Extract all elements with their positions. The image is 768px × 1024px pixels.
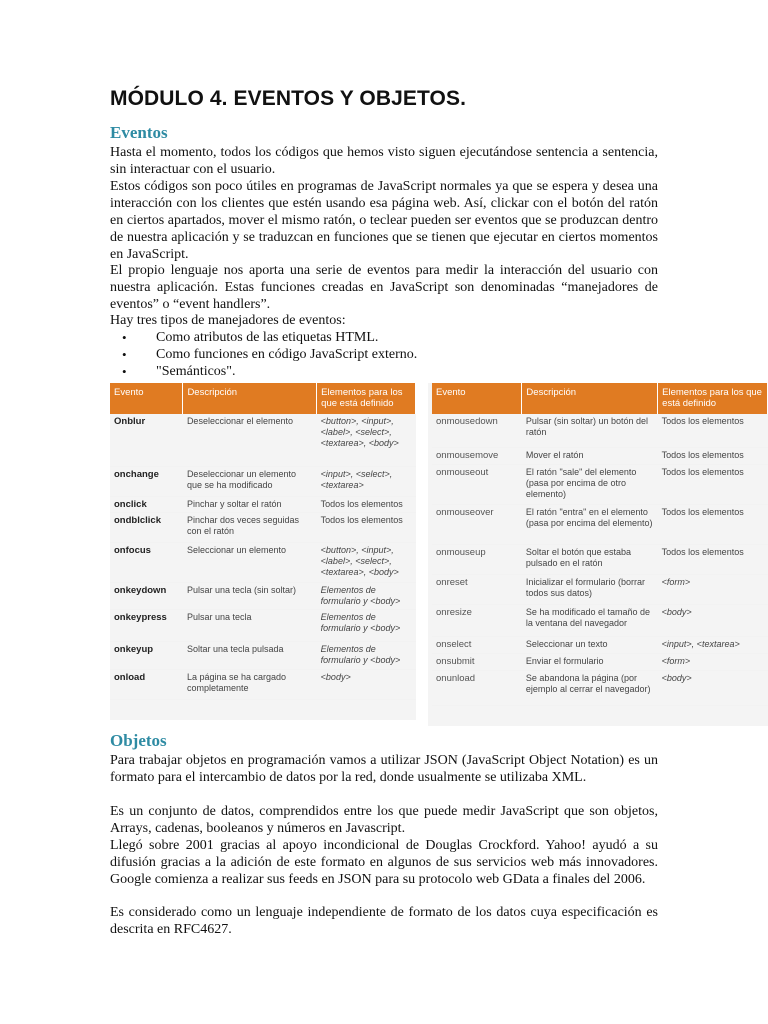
event-name-cell: ondblclick	[110, 512, 183, 542]
event-name-cell: onmouseout	[432, 464, 522, 504]
elements-cell: <input>, <select>, <textarea>	[317, 466, 416, 496]
table-row	[110, 414, 416, 466]
objetos-paragraph-1: Para trabajar objetos en programación vamos a utilizar JSON (JavaScript Object Notation) es un formato para el intercambio de datos por la red, donde usualmente se utilizaba XML.	[110, 753, 658, 785]
table-row	[110, 609, 416, 641]
description-cell: Seleccionar un elemento	[183, 542, 317, 582]
objetos-paragraph-3: Llegó sobre 2001 gracias al apoyo incondicional de Douglas Crockford. Yahoo! ayudó a su difusión gracias a la adición de este formato en algunos de sus servicios web más innovadores. Google comienza a realizar sus feeds en JSON para su protocolo web GData a finales del 2006.	[110, 838, 658, 887]
elements-cell: <body>	[658, 604, 768, 636]
description-cell: Pinchar y soltar el ratón	[183, 496, 317, 512]
description-cell: Seleccionar un texto	[522, 636, 658, 653]
table-row	[432, 653, 768, 670]
column-header: Elementos para los que está definido	[317, 383, 416, 414]
elements-cell: Todos los elementos	[317, 512, 416, 542]
list-item: • Como atributos de las etiquetas HTML.	[120, 329, 417, 346]
description-cell: Inicializar el formulario (borrar todos sus datos)	[522, 574, 658, 604]
table-row	[432, 544, 768, 574]
event-name-cell: onmousemove	[432, 447, 522, 464]
events-table-right	[432, 383, 768, 706]
elements-cell: <button>, <input>, <label>, <select>, <textarea>, <body>	[317, 414, 416, 466]
event-name-cell: onchange	[110, 466, 183, 496]
events-table-left	[110, 383, 416, 700]
column-header: Descripción	[183, 383, 317, 414]
table-row	[432, 447, 768, 464]
description-cell: El ratón "sale" del elemento (pasa por encima de otro elemento)	[522, 464, 658, 504]
event-name-cell: onsubmit	[432, 653, 522, 670]
event-name-cell: onresize	[432, 604, 522, 636]
list-item: • Como funciones en código JavaScript externo.	[120, 346, 417, 363]
description-cell: Se ha modificado el tamaño de la ventana del navegador	[522, 604, 658, 636]
event-name-cell: onselect	[432, 636, 522, 653]
page-title: MÓDULO 4. EVENTOS Y OBJETOS.	[110, 87, 467, 110]
event-name-cell: onmouseover	[432, 504, 522, 544]
elements-cell: Todos los elementos	[658, 504, 768, 544]
elements-cell: <form>	[658, 574, 768, 604]
elements-cell: Elementos de formulario y <body>	[317, 641, 416, 669]
description-cell: Pulsar (sin soltar) un botón del ratón	[522, 414, 658, 447]
table-row	[432, 604, 768, 636]
description-cell: Pinchar dos veces seguidas con el ratón	[183, 512, 317, 542]
elements-cell: <body>	[317, 669, 416, 699]
event-name-cell: onreset	[432, 574, 522, 604]
table-row	[432, 414, 768, 447]
description-cell: Se abandona la página (por ejemplo al cerrar el navegador)	[522, 670, 658, 705]
elements-cell: <button>, <input>, <label>, <select>, <textarea>, <body>	[317, 542, 416, 582]
elements-cell: Todos los elementos	[658, 414, 768, 447]
objetos-paragraph-4: Es considerado como un lenguaje independiente de formato de los datos cuya especificación es descrita en RFC4627.	[110, 905, 658, 937]
column-header: Evento	[110, 383, 183, 414]
event-name-cell: onkeyup	[110, 641, 183, 669]
elements-cell: <body>	[658, 670, 768, 705]
column-header: Evento	[432, 383, 522, 414]
description-cell: Pulsar una tecla (sin soltar)	[183, 582, 317, 609]
description-cell: Pulsar una tecla	[183, 609, 317, 641]
table-row	[432, 464, 768, 504]
event-name-cell: onkeypress	[110, 609, 183, 641]
event-name-cell: onmousedown	[432, 414, 522, 447]
column-header: Descripción	[522, 383, 658, 414]
table-row	[110, 512, 416, 542]
elements-cell: <input>, <textarea>	[658, 636, 768, 653]
event-name-cell: onclick	[110, 496, 183, 512]
description-cell: Enviar el formulario	[522, 653, 658, 670]
event-name-cell: onmouseup	[432, 544, 522, 574]
description-cell: El ratón "entra" en el elemento (pasa por encima del elemento)	[522, 504, 658, 544]
table-row	[110, 641, 416, 669]
elements-cell: Elementos de formulario y <body>	[317, 609, 416, 641]
event-name-cell: Onblur	[110, 414, 183, 466]
section-heading-objetos: Objetos	[110, 731, 167, 750]
description-cell: Soltar una tecla pulsada	[183, 641, 317, 669]
elements-cell: Todos los elementos	[658, 464, 768, 504]
elements-cell: Todos los elementos	[658, 447, 768, 464]
eventos-paragraph-4: Hay tres tipos de manejadores de eventos:	[110, 313, 346, 328]
eventos-paragraph-1: Hasta el momento, todos los códigos que hemos visto siguen ejecutándose sentencia a sentencia, sin interactuar con el usuario.	[110, 145, 658, 177]
table-row	[432, 504, 768, 544]
table-row	[432, 670, 768, 705]
event-name-cell: onfocus	[110, 542, 183, 582]
table-row	[110, 669, 416, 699]
elements-cell: Todos los elementos	[317, 496, 416, 512]
description-cell: Deseleccionar un elemento que se ha modificado	[183, 466, 317, 496]
elements-cell: Elementos de formulario y <body>	[317, 582, 416, 609]
event-name-cell: onkeydown	[110, 582, 183, 609]
objetos-paragraph-2: Es un conjunto de datos, comprendidos entre los que puede medir JavaScript que son objetos, Arrays, cadenas, booleanos y números en Javascript.	[110, 804, 658, 836]
section-heading-eventos: Eventos	[110, 123, 168, 142]
event-name-cell: onunload	[432, 670, 522, 705]
table-row	[110, 582, 416, 609]
elements-cell: <form>	[658, 653, 768, 670]
handler-types-list	[120, 329, 417, 380]
table-row	[110, 466, 416, 496]
elements-cell: Todos los elementos	[658, 544, 768, 574]
eventos-paragraph-3: El propio lenguaje nos aporta una serie de eventos para medir la interacción del usuario con nuestra aplicación. Estas funciones creadas en JavaScript son denominadas “manejadores de eventos” o “event handlers”.	[110, 263, 658, 312]
description-cell: La página se ha cargado completamente	[183, 669, 317, 699]
event-name-cell: onload	[110, 669, 183, 699]
list-item: • "Semánticos".	[120, 363, 417, 380]
description-cell: Deseleccionar el elemento	[183, 414, 317, 466]
table-row	[432, 574, 768, 604]
description-cell: Mover el ratón	[522, 447, 658, 464]
column-header: Elementos para los que está definido	[658, 383, 768, 414]
table-row	[110, 542, 416, 582]
table-row	[110, 496, 416, 512]
eventos-paragraph-2: Estos códigos son poco útiles en programas de JavaScript normales ya que se espera y desea una interacción con los clientes que estén usando esa página web. Así, clickar con el botón del ratón en ciertos apartados, mover el mismo ratón, o teclear pueden ser eventos que se produzcan dentro de nuestra aplicación y se traduzcan en funciones que se tienen que ejecutar en ciertos momentos en JavaScript.	[110, 179, 658, 262]
table-row	[432, 636, 768, 653]
description-cell: Soltar el botón que estaba pulsado en el ratón	[522, 544, 658, 574]
